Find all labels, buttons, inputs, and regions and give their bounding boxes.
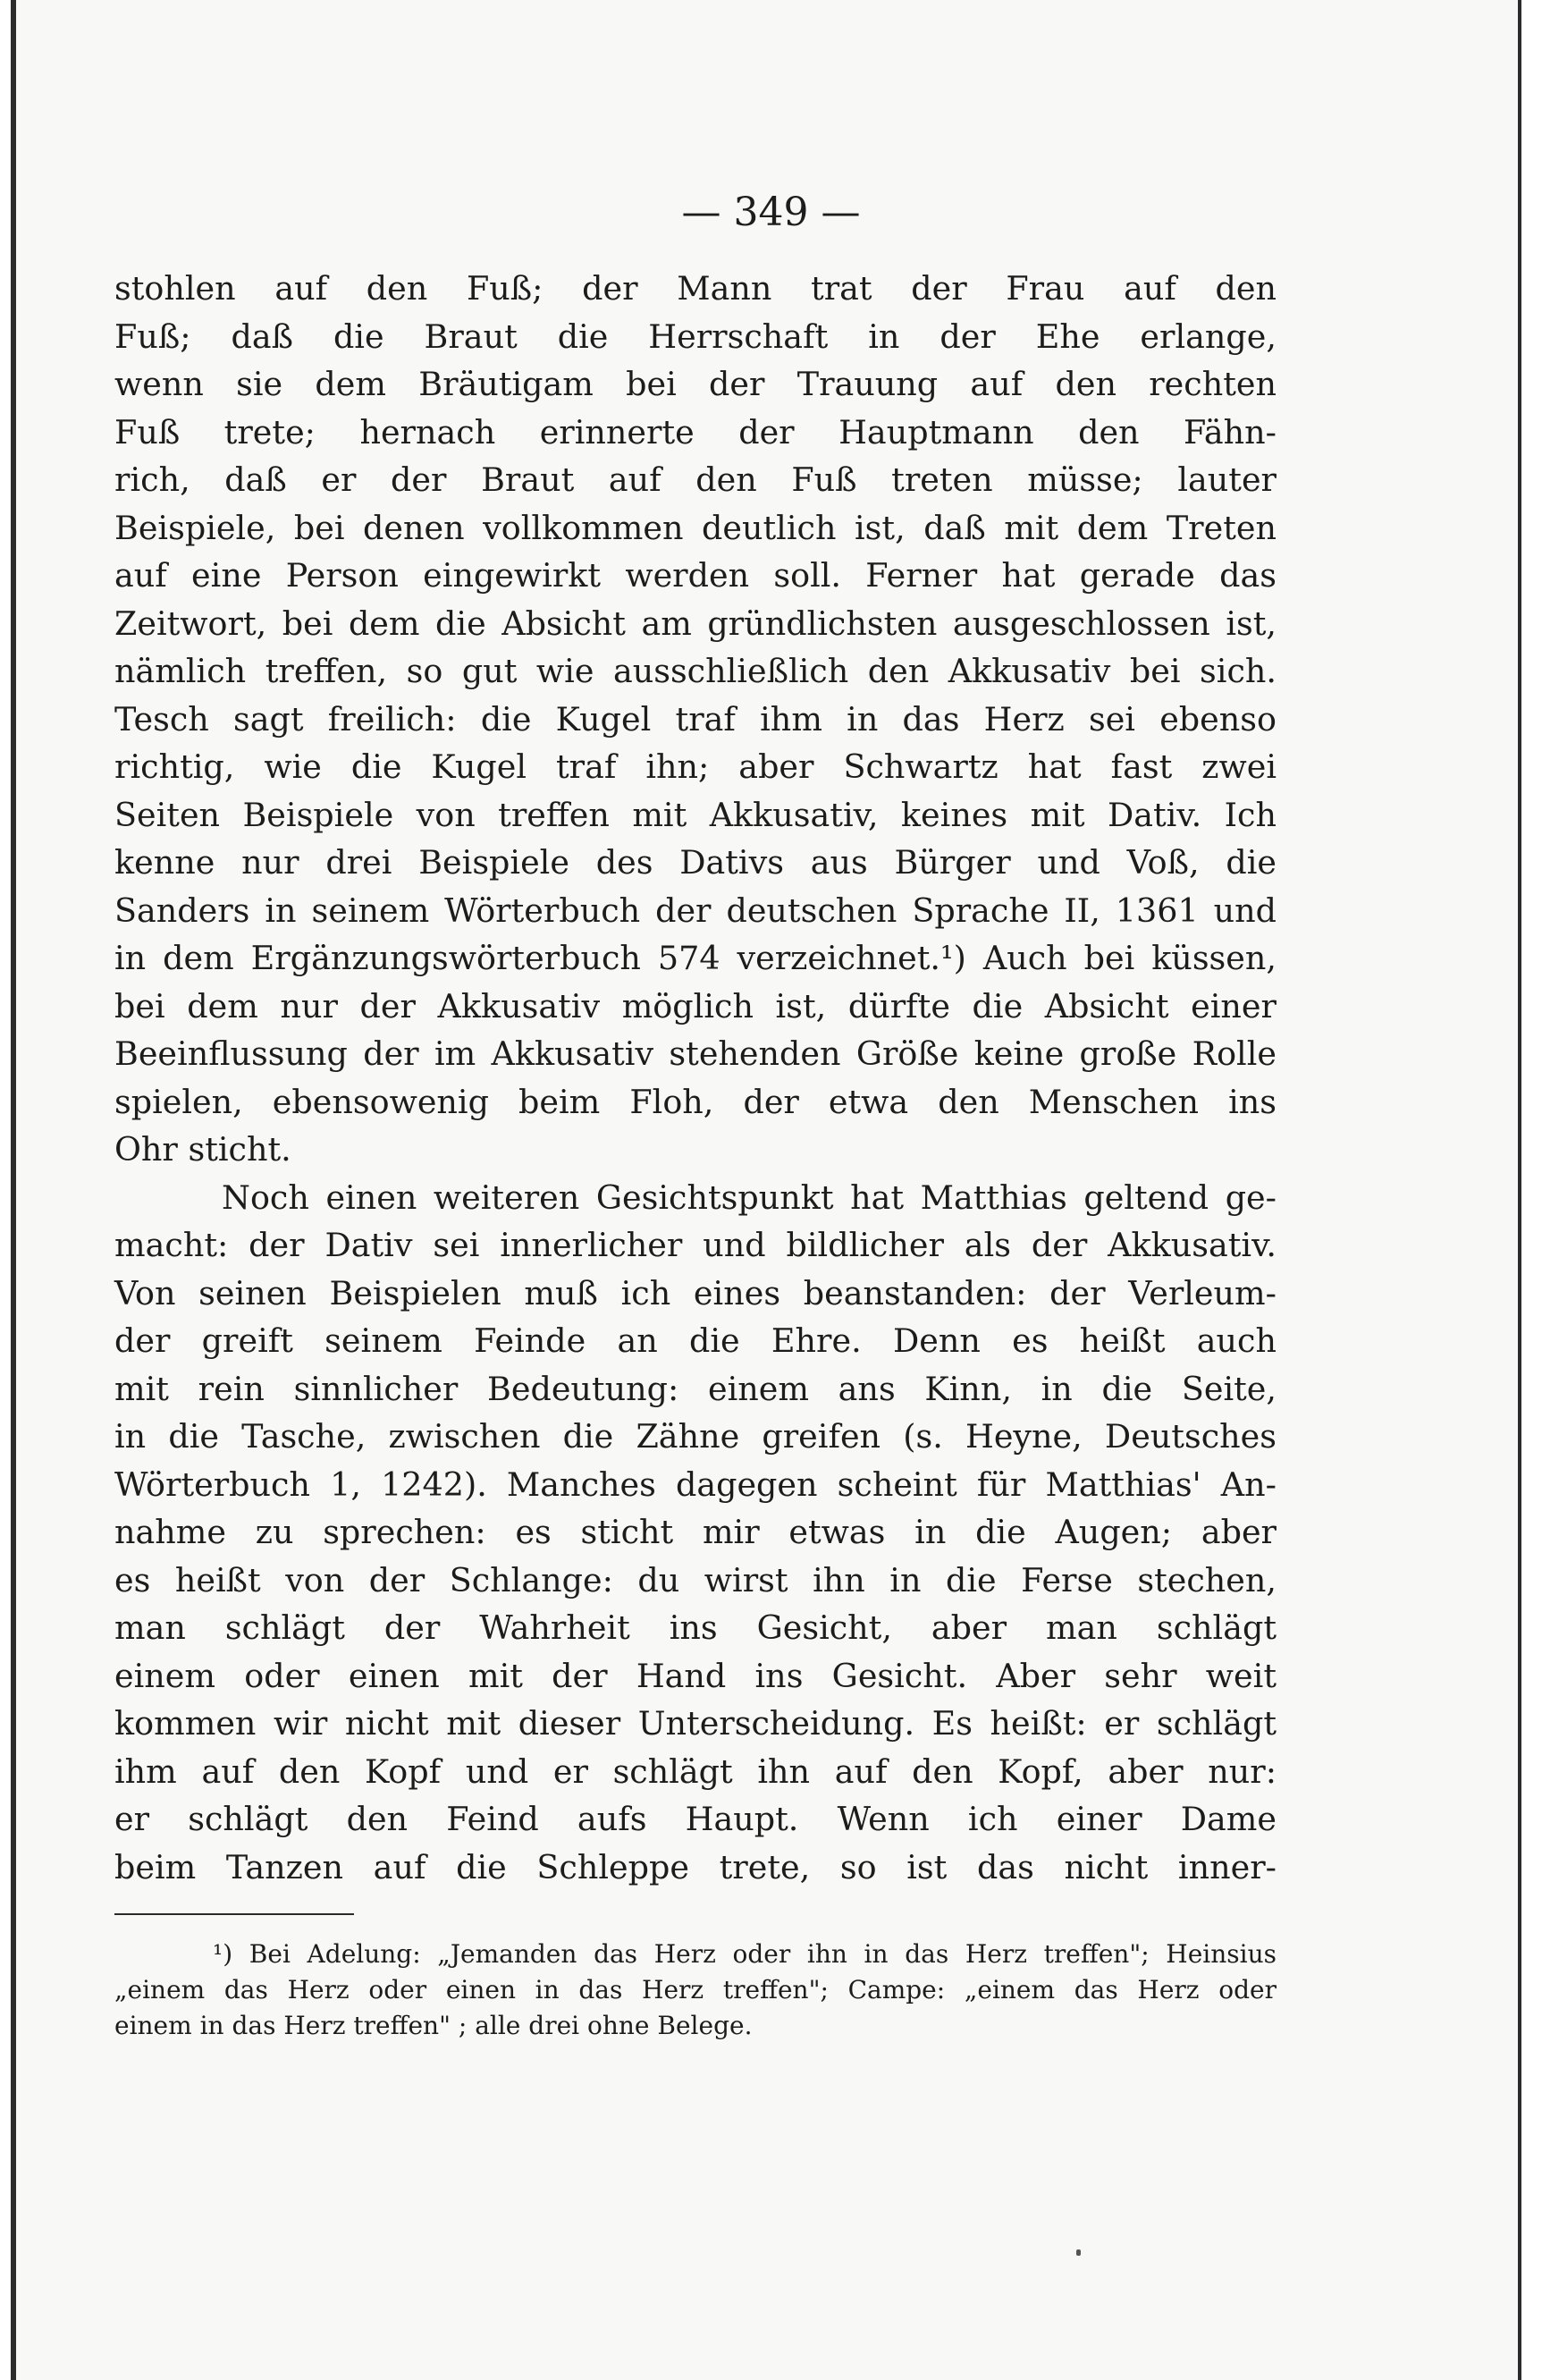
footnote-line: einem in das Herz treffen" ; alle drei ohne Belege.: [114, 2011, 753, 2040]
text-line: rich, daß er der Braut auf den Fuß treten müsse; lauter: [114, 460, 1277, 499]
text-line: richtig, wie die Kugel traf ihn; aber Schwartz hat fast zwei: [114, 747, 1277, 786]
paragraph-start-line: Noch einen weiteren Gesichtspunkt hat Matthias geltend ge-: [222, 1177, 1277, 1217]
footnote-line: „einem das Herz oder einen in das Herz treffen"; Campe: „einem das Herz oder: [114, 1975, 1277, 2004]
text-line: Sanders in seinem Wörterbuch der deutschen Sprache II, 1361 und: [114, 890, 1277, 930]
text-line: Fuß trete; hernach erinnerte der Hauptmann den Fähn-: [114, 412, 1277, 452]
main-text: [114, 265, 1277, 1891]
text-line: nämlich treffen, so gut wie ausschließlich den Akkusativ bei sich.: [114, 652, 1277, 690]
text-line: in die Tasche, zwischen die Zähne greifen (s. Heyne, Deutsches: [114, 1417, 1277, 1456]
text-line: Seiten Beispiele von treffen mit Akkusativ, keines mit Dativ. Ich: [114, 795, 1277, 834]
text-line: wenn sie dem Bräutigam bei der Trauung auf den rechten: [114, 365, 1277, 403]
text-line: Wörterbuch 1, 1242). Manches dagegen scheint für Matthias' An-: [114, 1464, 1277, 1504]
text-line: mit rein sinnlicher Bedeutung: einem ans Kinn, in die Seite,: [114, 1369, 1277, 1408]
text-line: kenne nur drei Beispiele des Dativs aus Bürger und Voß, die: [114, 843, 1277, 882]
page-number: — 349 —: [681, 190, 861, 235]
text-line: der greift seinem Feinde an die Ehre. Denn es heißt auch: [114, 1321, 1277, 1360]
text-line: macht: der Dativ sei innerlicher und bildlicher als der Akkusativ.: [114, 1226, 1277, 1264]
text-line: Beeinflussung der im Akkusativ stehenden Größe keine große Rolle: [114, 1034, 1277, 1073]
text-line: Zeitwort, bei dem die Absicht am gründlichsten ausgeschlossen ist,: [114, 603, 1277, 643]
text-line: man schlägt der Wahrheit ins Gesicht, aber man schlägt: [114, 1608, 1277, 1647]
text-line: einem oder einen mit der Hand ins Gesicht. Aber sehr weit: [114, 1656, 1277, 1695]
text-line: Von seinen Beispielen muß ich eines beanstanden: der Verleum-: [114, 1273, 1277, 1312]
text-line: nahme zu sprechen: es sticht mir etwas in die Augen; aber: [114, 1513, 1277, 1551]
text-line: auf eine Person eingewirkt werden soll. Ferner hat gerade das: [114, 556, 1277, 595]
text-line: es heißt von der Schlange: du wirst ihn in die Ferse stechen,: [114, 1560, 1277, 1599]
footnote-line: ¹) Bei Adelung: „Jemanden das Herz oder ihn in das Herz treffen"; Heinsius: [213, 1939, 1277, 1969]
text-line: bei dem nur der Akkusativ möglich ist, dürfte die Absicht einer: [114, 986, 1277, 1025]
paragraph-end-line: Ohr sticht.: [114, 1130, 291, 1169]
text-line: kommen wir nicht mit dieser Unterscheidung. Es heißt: er schlägt: [114, 1704, 1277, 1743]
text-line: spielen, ebensowenig beim Floh, der etwa den Menschen ins: [114, 1082, 1277, 1121]
text-line: Fuß; daß die Braut die Herrschaft in der Ehe erlange,: [114, 316, 1277, 356]
text-line: Beispiele, bei denen vollkommen deutlich ist, daß mit dem Treten: [114, 508, 1277, 547]
text-line: Tesch sagt freilich: die Kugel traf ihm in das Herz sei ebenso: [114, 699, 1277, 738]
text-line: beim Tanzen auf die Schleppe trete, so ist das nicht inner-: [114, 1847, 1277, 1886]
text-line: ihm auf den Kopf und er schlägt ihn auf den Kopf, aber nur:: [114, 1751, 1277, 1791]
footnote-divider: [114, 1913, 354, 1915]
text-line: stohlen auf den Fuß; der Mann trat der Frau auf den: [114, 269, 1277, 308]
scan-speck: [1076, 2249, 1081, 2256]
text-line: er schlägt den Feind aufs Haupt. Wenn ich einer Dame: [114, 1800, 1277, 1838]
text-line: in dem Ergänzungswörterbuch 574 verzeichnet.¹) Auch bei küssen,: [114, 939, 1277, 977]
footnote: [114, 1937, 1277, 2044]
